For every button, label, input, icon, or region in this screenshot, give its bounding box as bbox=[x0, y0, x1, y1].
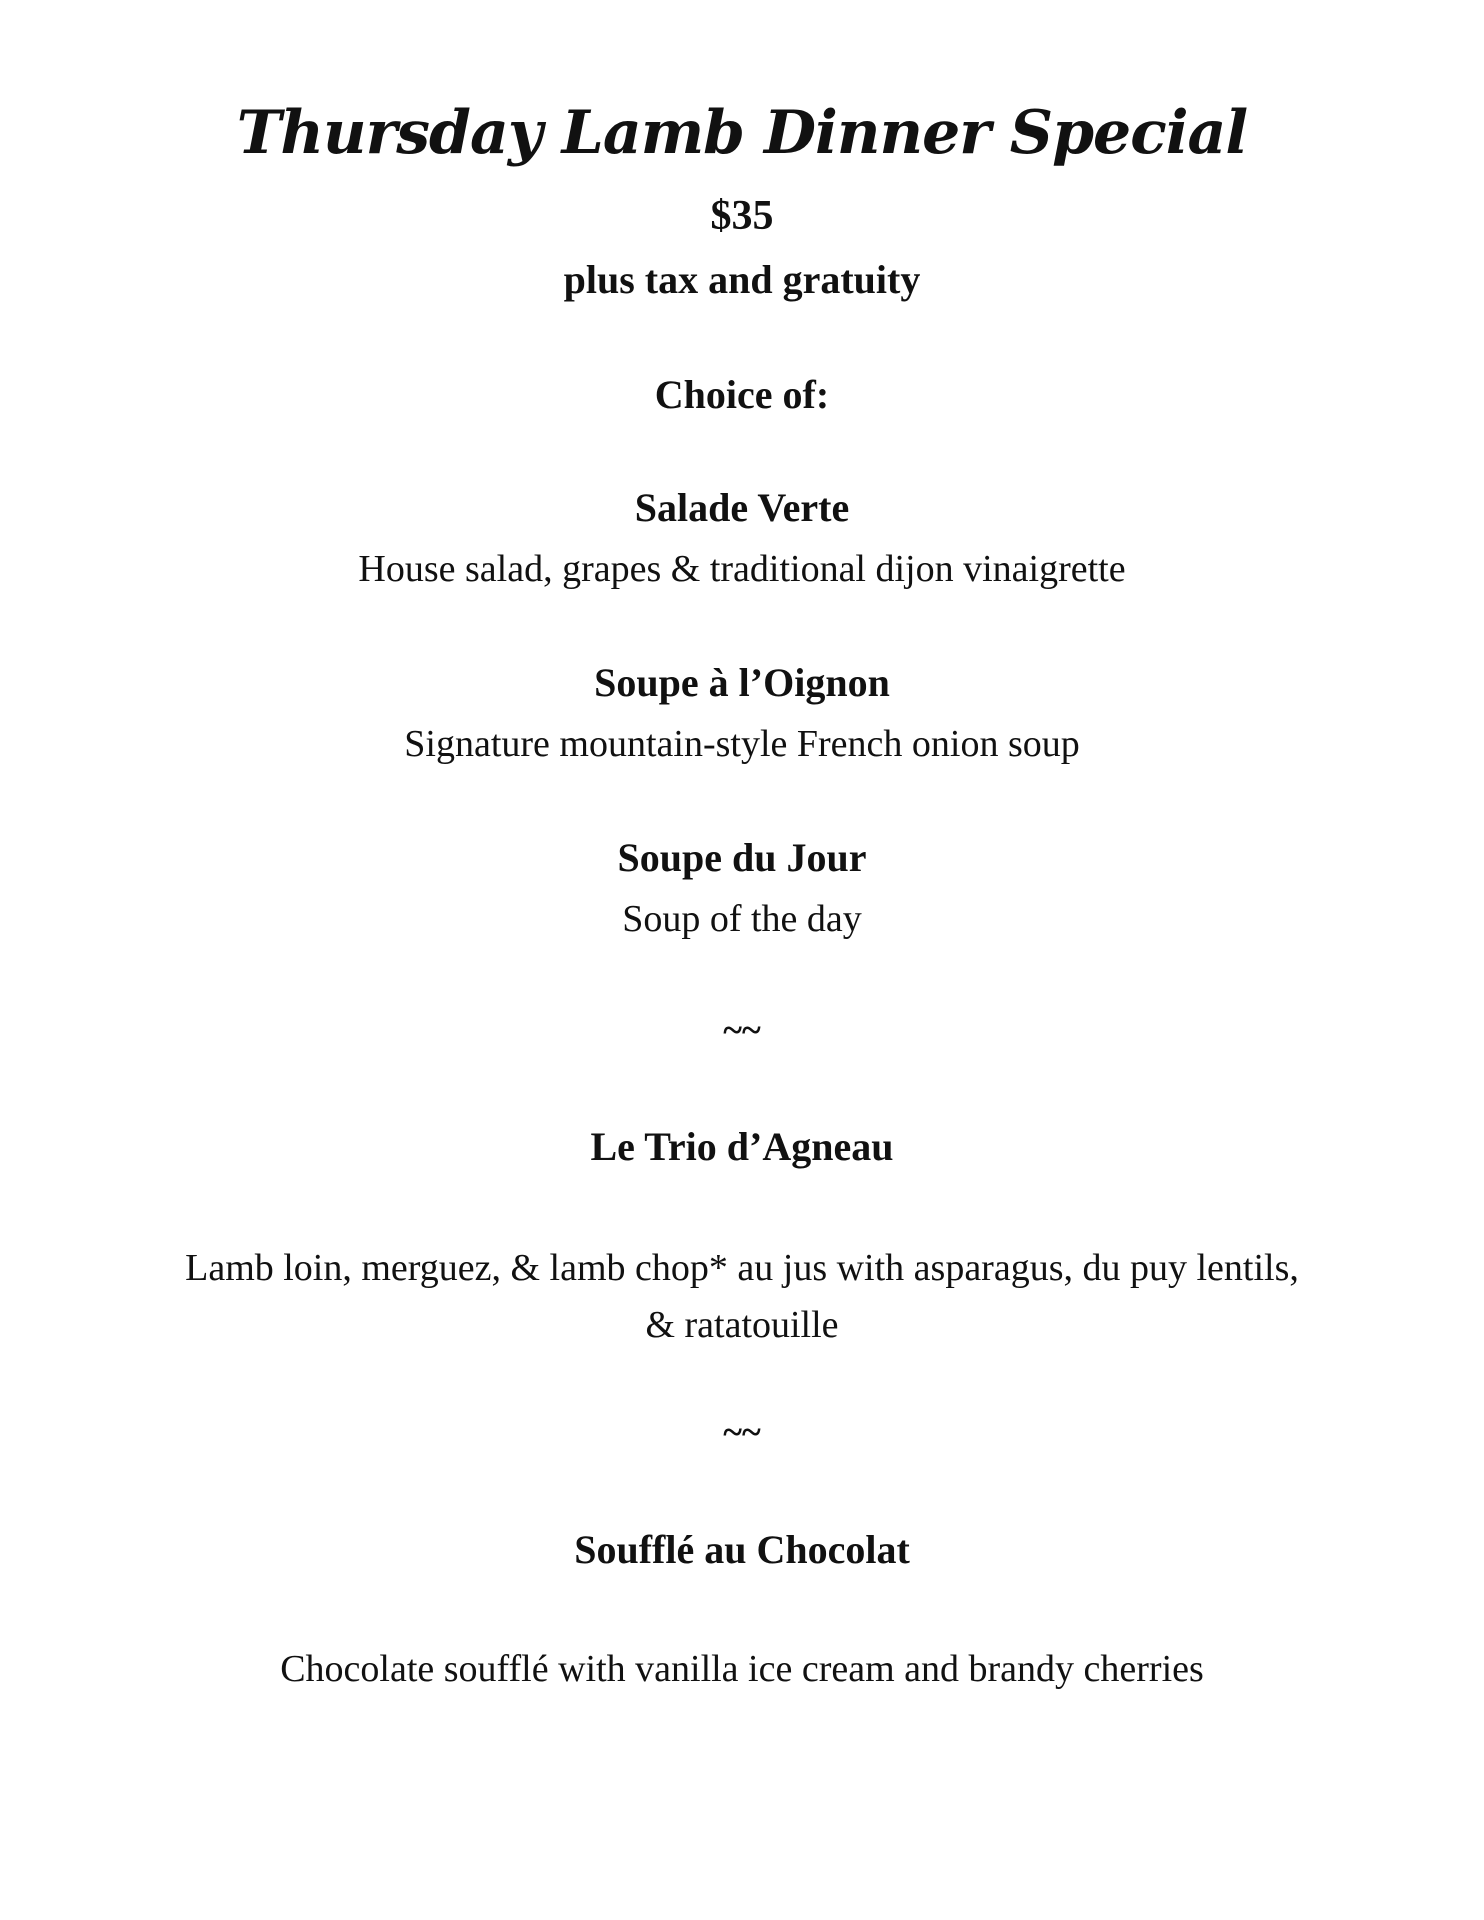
course-item-name: Soupe à l’Oignon bbox=[594, 660, 890, 705]
main-course-description: Lamb loin, merguez, & lamb chop* au jus with asparagus, du puy lentils, & ratatouille bbox=[185, 1247, 1299, 1346]
dessert-description: Chocolate soufflé with vanilla ice cream and brandy cherries bbox=[280, 1648, 1204, 1690]
course-item-description: Soup of the day bbox=[622, 898, 862, 940]
course-separator: ~~ bbox=[723, 1010, 761, 1050]
course-item-name: Salade Verte bbox=[634, 485, 850, 530]
course-separator: ~~ bbox=[723, 1412, 761, 1452]
choice-heading: Choice of: bbox=[654, 372, 830, 417]
course-item-description: House salad, grapes & traditional dijon vinaigrette bbox=[358, 548, 1126, 590]
dessert-name: Soufflé au Chocolat bbox=[574, 1527, 910, 1572]
menu-price: $35 bbox=[710, 193, 774, 239]
menu-title: Thursday Lamb Dinner Special bbox=[236, 98, 1248, 168]
course-item-name: Soupe du Jour bbox=[617, 835, 867, 880]
main-course-name: Le Trio d’Agneau bbox=[590, 1124, 894, 1169]
price-note: plus tax and gratuity bbox=[563, 257, 921, 302]
course-item-description: Signature mountain-style French onion soup bbox=[404, 723, 1080, 765]
